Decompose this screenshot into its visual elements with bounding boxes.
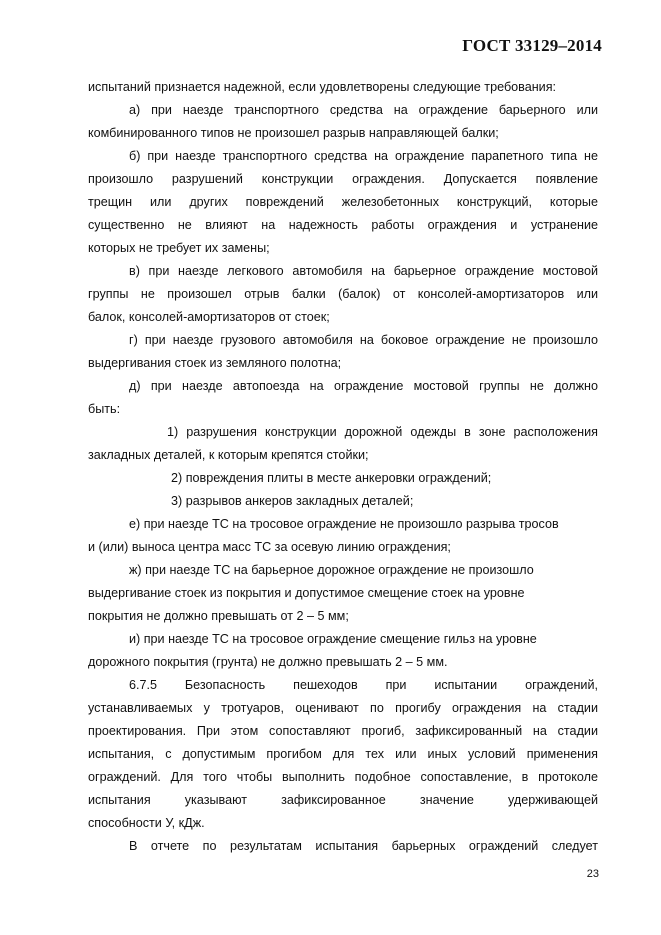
text-line: дорожного покрытия (грунта) не должно превышать 2 – 5 мм.: [88, 655, 448, 669]
text-line: в) при наезде легкового автомобиля на барьерное ограждение мостовой: [129, 264, 598, 278]
text-line: существенно не влияют на надежность работы ограждения и устранение: [88, 218, 598, 232]
text-line: способности У, кДж.: [88, 816, 205, 830]
text-line: проектирования. При этом сопоставляют прогиб, зафиксированный на стадии: [88, 724, 598, 738]
text-line: 2) повреждения плиты в месте анкеровки ограждений;: [171, 471, 492, 485]
text-line: балок, консолей-амортизаторов от стоек;: [88, 310, 330, 324]
text-line: комбинированного типов не произошел разрыв направляющей балки;: [88, 126, 499, 140]
document-header: ГОСТ 33129–2014: [462, 36, 602, 55]
text-line: 6.7.5 Безопасность пешеходов при испытании ограждений,: [129, 678, 598, 692]
text-line: испытания, с допустимым прогибом для тех или иных условий применения: [88, 747, 598, 761]
text-line: трещин или других повреждений железобетонных конструкций, которые: [88, 195, 598, 209]
text-line: б) при наезде транспортного средства на ограждение парапетного типа не: [129, 149, 598, 163]
text-line: группы не произошел отрыв балки (балок) от консолей-амортизаторов или: [88, 287, 598, 301]
text-line: испытаний признается надежной, если удовлетворены следующие требования:: [88, 80, 557, 94]
text-line: и (или) выноса центра масс ТС за осевую линию ограждения;: [88, 540, 451, 554]
text-line: выдергивания стоек из земляного полотна;: [88, 356, 342, 370]
text-line: и) при наезде ТС на тросовое ограждение смещение гильз на уровне: [129, 632, 537, 646]
document-body: [88, 76, 598, 858]
text-line: 3) разрывов анкеров закладных деталей;: [171, 494, 414, 508]
text-line: устанавливаемых у тротуаров, оценивают по прогибу ограждения на стадии: [88, 701, 598, 715]
text-line: покрытия не должно превышать от 2 – 5 мм;: [88, 609, 349, 623]
text-line: е) при наезде ТС на тросовое ограждение не произошло разрыва тросов: [129, 517, 559, 531]
text-line: а) при наезде транспортного средства на ограждение барьерного или: [129, 103, 598, 117]
text-line: г) при наезде грузового автомобиля на боковое ограждение не произошло: [129, 333, 598, 347]
text-line: быть:: [88, 402, 121, 416]
text-line: произошло разрушений конструкции ограждения. Допускается появление: [88, 172, 598, 186]
text-line: которых не требует их замены;: [88, 241, 270, 255]
text-line: ж) при наезде ТС на барьерное дорожное ограждение не произошло: [129, 563, 534, 577]
text-line: выдергивание стоек из покрытия и допустимое смещение стоек на уровне: [88, 586, 525, 600]
text-line: 1) разрушения конструкции дорожной одежды в зоне расположения: [167, 425, 598, 439]
text-line: испытания указывают зафиксированное значение удерживающей: [88, 793, 598, 807]
text-line: ограждений. Для того чтобы выполнить подобное сопоставление, в протоколе: [88, 770, 598, 784]
text-line: закладных деталей, к которым крепятся стойки;: [88, 448, 369, 462]
page-number: 23: [586, 868, 599, 880]
text-line: В отчете по результатам испытания барьерных ограждений следует: [129, 839, 598, 853]
text-line: д) при наезде автопоезда на ограждение мостовой группы не должно: [129, 379, 598, 393]
